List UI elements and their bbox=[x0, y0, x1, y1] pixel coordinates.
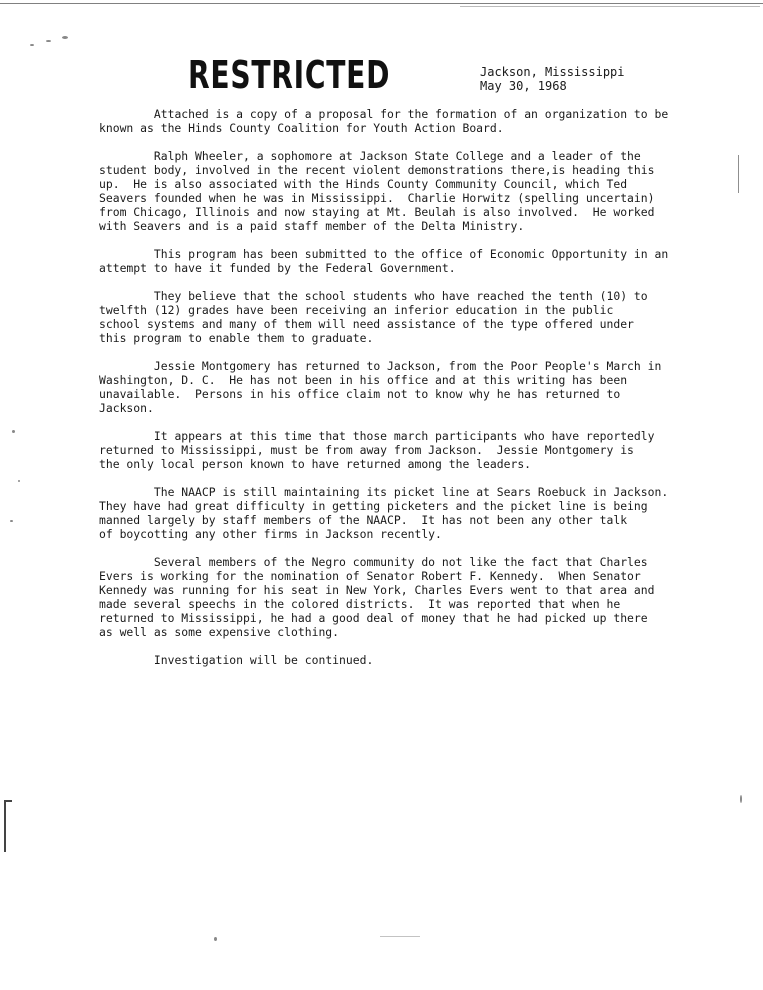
scan-speck bbox=[18, 480, 20, 482]
dateline bbox=[480, 65, 625, 93]
scan-speck bbox=[380, 936, 420, 937]
left-margin-tick bbox=[4, 800, 12, 802]
right-margin-mark bbox=[738, 155, 739, 193]
paragraph-6: It appears at this time that those march participants who have reportedly returned to Mississippi, must be from away from Jackson. Jessie Montgomery is the only local person known to have returned among the leaders. bbox=[99, 429, 655, 471]
paragraph-1: Attached is a copy of a proposal for the formation of an organization to be known as the Hinds County Coalition for Youth Action Board. bbox=[99, 107, 669, 135]
paragraph-3: This program has been submitted to the office of Economic Opportunity in an attempt to have it funded by the Federal Government. bbox=[99, 247, 669, 275]
paragraph-5: Jessie Montgomery has returned to Jackson, from the Poor People's March in Washington, D. C. He has not been in his office and at this writing has been unavailable. Persons in his office claim not to know why he has returned to Jackson. bbox=[99, 359, 662, 415]
top-rule-secondary bbox=[460, 6, 760, 7]
left-margin-bracket bbox=[4, 800, 6, 852]
paragraph-9: Investigation will be continued. bbox=[99, 653, 374, 667]
location-text: Jackson, Mississippi bbox=[480, 65, 625, 79]
paragraph-8: Several members of the Negro community do not like the fact that Charles Evers is working for the nomination of Senator Robert F. Kennedy. When Senator Kennedy was running for his seat in New York, Charles Evers went to that area and made several speechs in the colored districts. It was reported that when he returned to Mississippi, he had a good deal of money that he had picked up there as well as some expensive clothing. bbox=[99, 555, 655, 639]
scan-speck bbox=[62, 36, 68, 39]
scan-speck bbox=[214, 937, 217, 941]
scan-speck bbox=[30, 44, 34, 46]
scan-speck bbox=[46, 40, 51, 42]
paragraph-7: The NAACP is still maintaining its picket line at Sears Roebuck in Jackson. They have had great difficulty in getting picketers and the picket line is being manned largely by staff members of the NAACP. It has not been any other talk of boycotting any other firms in Jackson recently. bbox=[99, 485, 669, 541]
paragraph-4: They believe that the school students who have reached the tenth (10) to twelfth (12) grades have been receiving an inferior education in the public school systems and many of them will need assistance of the type offered under this program to enable them to graduate. bbox=[99, 289, 648, 345]
paragraph-2: Ralph Wheeler, a sophomore at Jackson State College and a leader of the student body, involved in the recent violent demonstrations there,is heading this up. He is also associated with the Hinds County Community Council, which Ted Seavers founded when he was in Mississippi. Charlie Horwitz (spelling uncertain) from Chicago, Illinois and now staying at Mt. Beulah is also involved. He worked with Seavers and is a paid staff member of the Delta Ministry. bbox=[99, 149, 655, 233]
scan-speck bbox=[10, 520, 13, 522]
scan-speck bbox=[12, 430, 15, 433]
top-rule bbox=[0, 3, 763, 4]
scan-speck bbox=[740, 795, 742, 803]
restricted-stamp: RESTRICTED bbox=[188, 53, 391, 97]
date-text: May 30, 1968 bbox=[480, 79, 567, 93]
memo-body bbox=[99, 107, 699, 681]
